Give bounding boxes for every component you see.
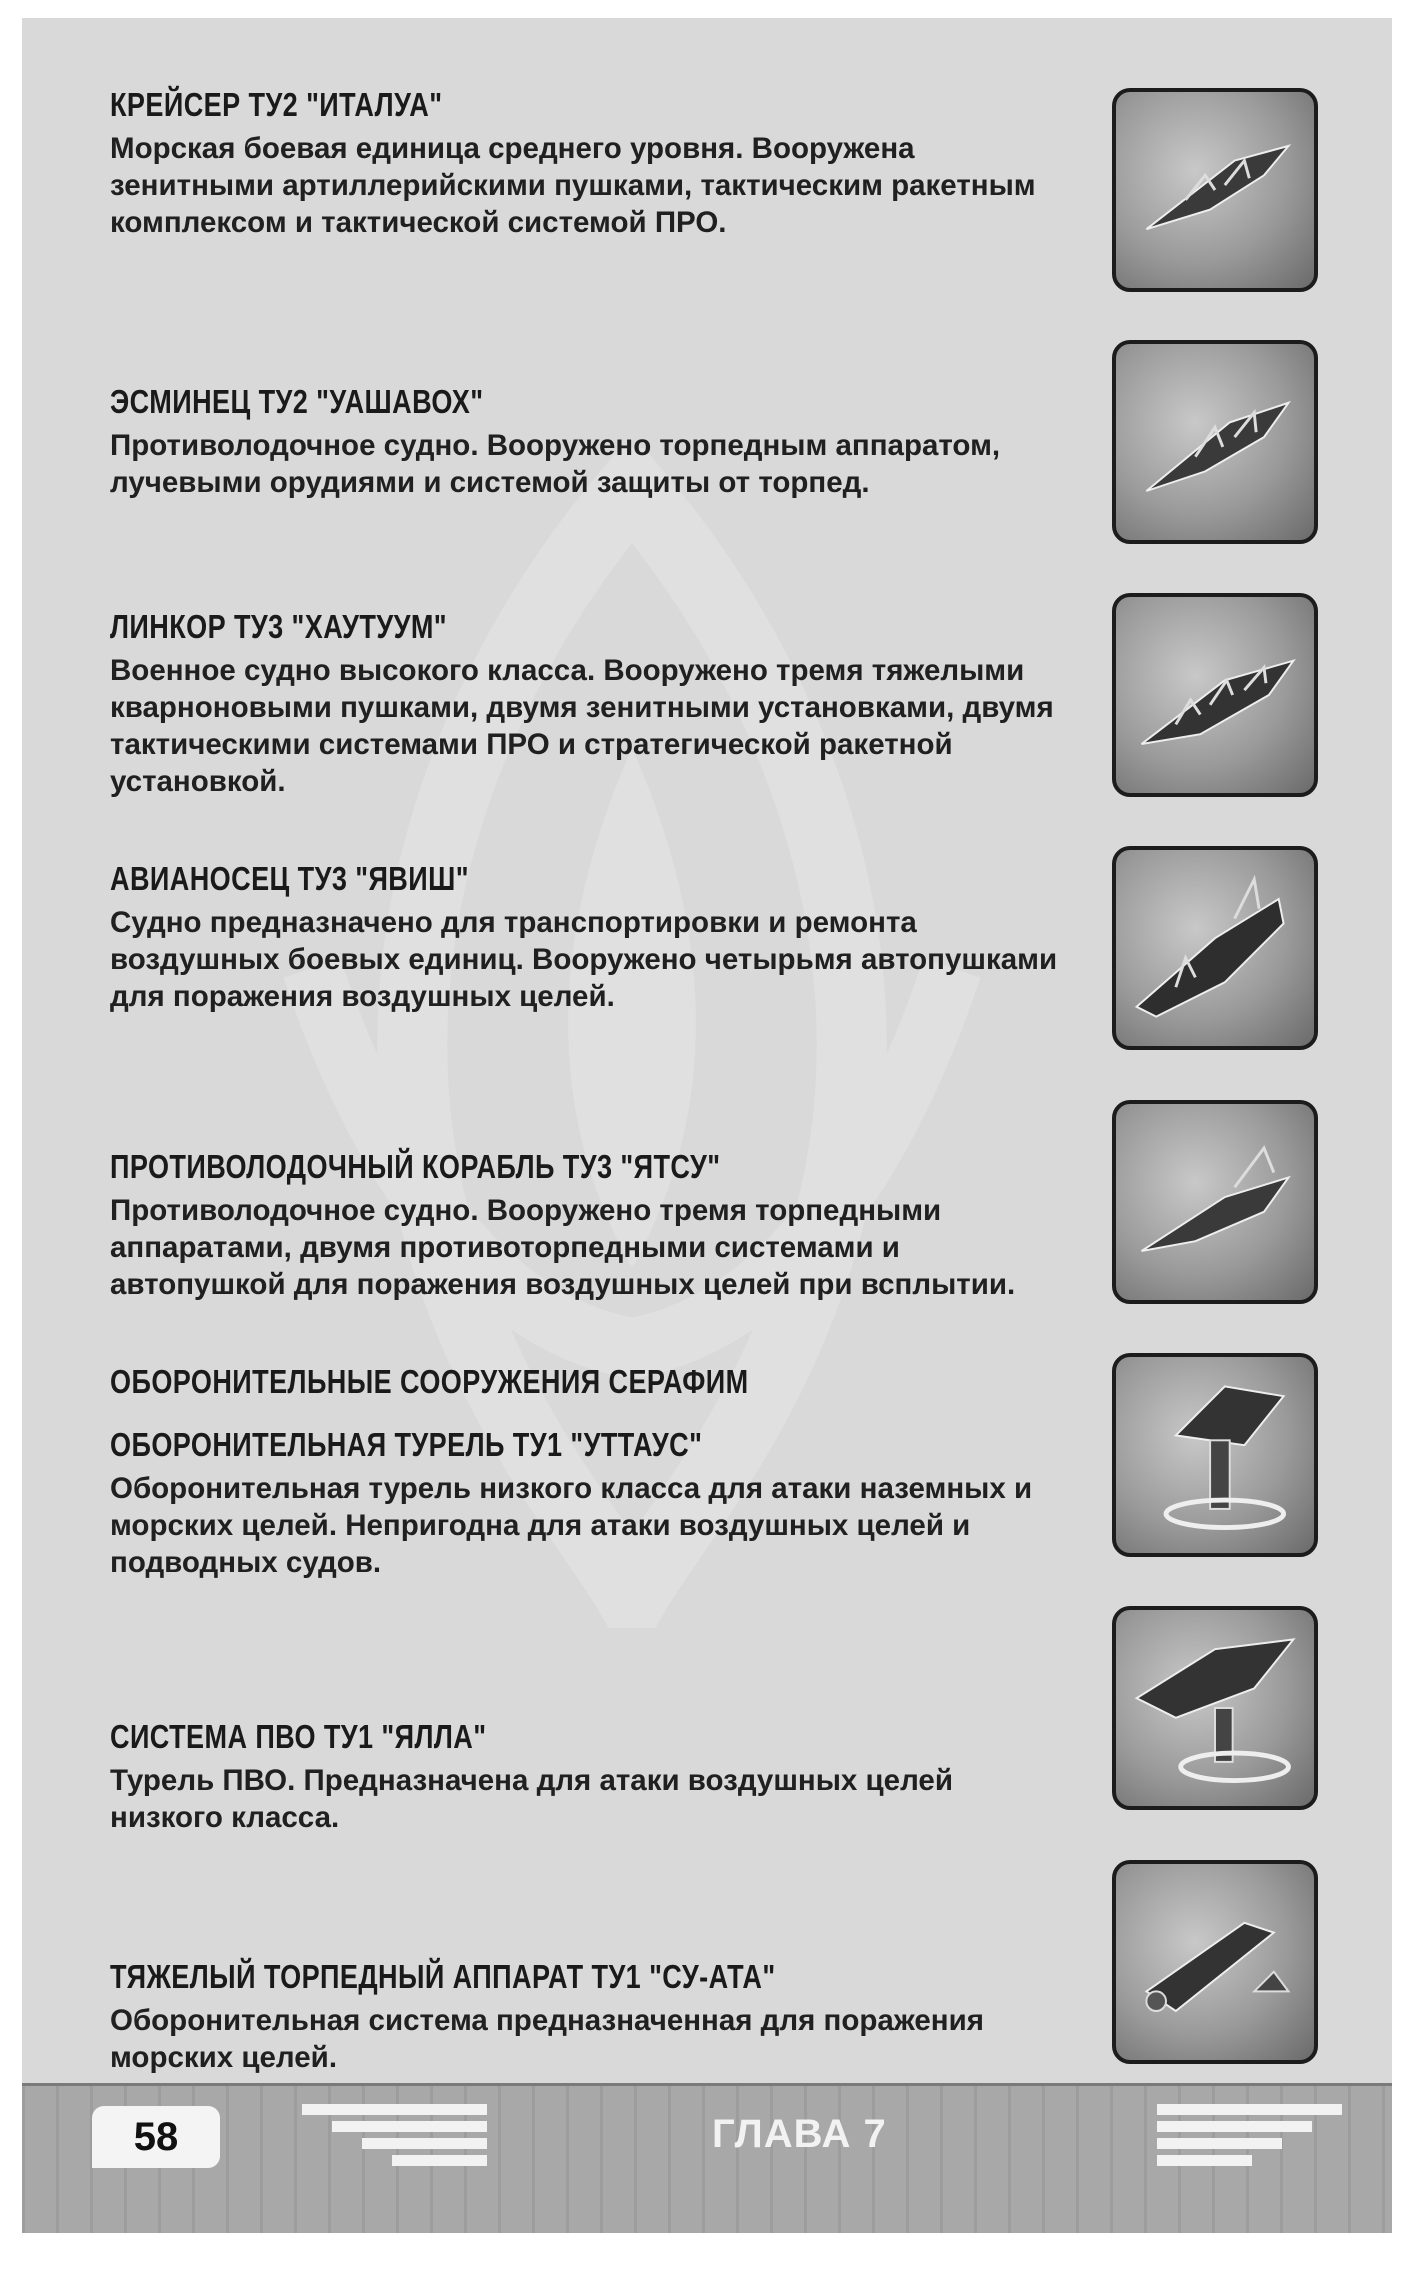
destroyer-image: [1112, 340, 1318, 544]
battleship-image: [1112, 593, 1318, 797]
entry-title: ЛИНКОР ТУ3 "ХАУТУУМ": [110, 608, 448, 645]
chapter-label: ГЛАВА 7: [712, 2112, 887, 2156]
entry-cruiser: [110, 86, 1070, 241]
entry-title: ОБОРОНИТЕЛЬНАЯ ТУРЕЛЬ ТУ1 "УТТАУС": [110, 1426, 703, 1463]
defense-turret-image: [1112, 1353, 1318, 1557]
entry-title: КРЕЙСЕР ТУ2 "ИТАЛУА": [110, 86, 443, 123]
cruiser-image: [1112, 88, 1318, 292]
footer-stripes-left: [302, 2104, 487, 2172]
entry-description: Судно предназначено для транспортировки и ремонта воздушных боевых единиц. Вооружено четырьмя автопушками для поражения воздушных целей.: [110, 906, 1058, 1013]
aa-system-image: [1112, 1606, 1318, 1810]
torpedo-launcher-image: [1112, 1860, 1318, 2064]
entry-description: Турель ПВО. Предназначена для атаки воздушных целей низкого класса.: [110, 1764, 953, 1834]
entry-description: Противолодочное судно. Вооружено торпедным аппаратом, лучевыми орудиями и системой защиты от торпед.: [110, 429, 1001, 499]
entry-torpedo-launcher: [110, 1958, 1070, 2076]
footer-stripes-right: [1157, 2104, 1342, 2172]
manual-page: [22, 18, 1392, 2233]
carrier-image: [1112, 846, 1318, 1050]
entry-title: ПРОТИВОЛОДОЧНЫЙ КОРАБЛЬ ТУ3 "ЯТСУ": [110, 1148, 721, 1185]
entry-aa-system: [110, 1718, 1070, 1836]
page-footer: [22, 2083, 1392, 2233]
page-number: 58: [92, 2106, 220, 2168]
entry-description: Противолодочное судно. Вооружено тремя торпедными аппаратами, двумя противоторпедными системами и автопушкой для поражения воздушных целей при всплытии.: [110, 1194, 1016, 1301]
entry-description: Морская боевая единица среднего уровня. Вооружена зенитными артиллерийскими пушками, тактическим ракетным комплексом и тактической системой ПРО.: [110, 132, 1036, 239]
entry-carrier: [110, 860, 1070, 1015]
entry-description: Военное судно высокого класса. Вооружено тремя тяжелыми кварноновыми пушками, двумя зенитными установками, двумя тактическими системами ПРО и стратегической ракетной установкой.: [110, 654, 1054, 798]
entry-title: ТЯЖЕЛЫЙ ТОРПЕДНЫЙ АППАРАТ ТУ1 "СУ-АТА": [110, 1958, 776, 1995]
entry-title: СИСТЕМА ПВО ТУ1 "ЯЛЛА": [110, 1718, 487, 1755]
sub-hunter-image: [1112, 1100, 1318, 1304]
entry-description: Оборонительная система предназначенная для поражения морских целей.: [110, 2004, 984, 2074]
section-title: ОБОРОНИТЕЛЬНЫЕ СООРУЖЕНИЯ СЕРАФИМ: [110, 1363, 749, 1400]
entry-destroyer: [110, 383, 1070, 501]
entry-sub-hunter: [110, 1148, 1070, 1303]
entry-battleship: [110, 608, 1070, 800]
entry-title: АВИАНОСЕЦ ТУ3 "ЯВИШ": [110, 860, 469, 897]
entry-description: Оборонительная турель низкого класса для атаки наземных и морских целей. Непригодна для атаки воздушных целей и подводных судов.: [110, 1472, 1033, 1579]
entry-defense-turret: [110, 1426, 1070, 1581]
entry-title: ЭСМИНЕЦ ТУ2 "УАШАВОХ": [110, 383, 484, 420]
